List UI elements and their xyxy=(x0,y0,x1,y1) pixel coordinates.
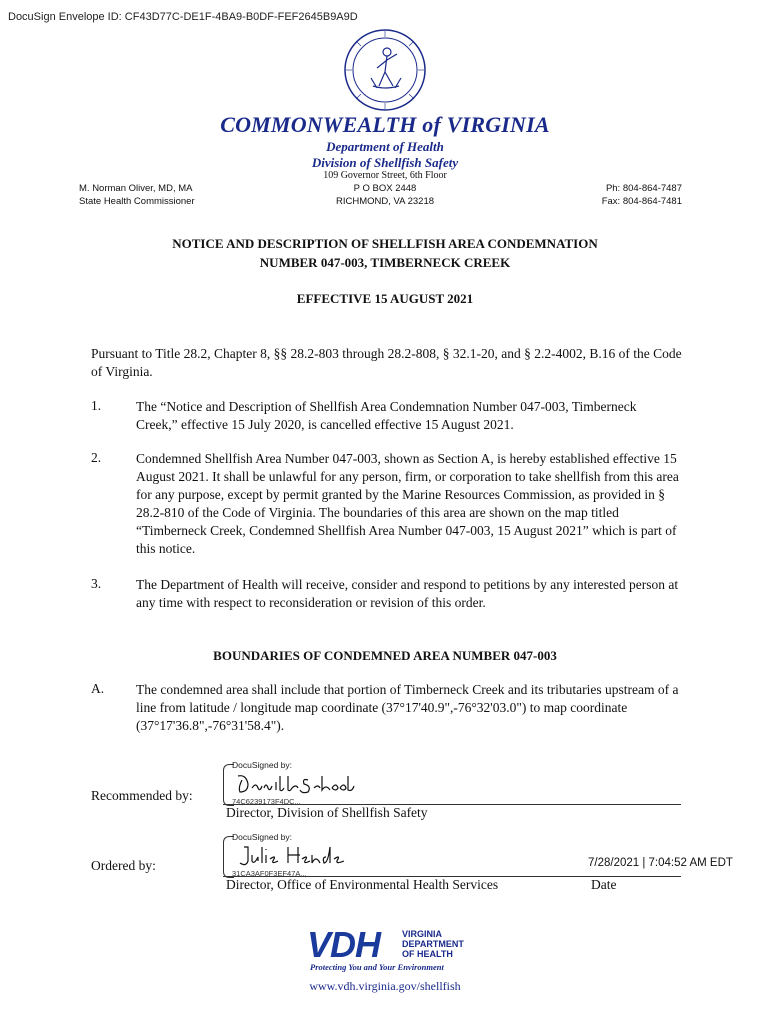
signing-timestamp: 7/28/2021 | 7:04:52 AM EDT xyxy=(588,857,733,869)
notice-title-line2: NUMBER 047-003, TIMBERNECK CREEK xyxy=(259,255,511,270)
effective-date-heading: EFFECTIVE 15 AUGUST 2021 xyxy=(296,291,474,306)
vdh-logo-text: OF HEALTH xyxy=(402,949,453,959)
handwritten-signature-recommended xyxy=(236,770,356,798)
fax-number: Fax: 804-864-7481 xyxy=(601,196,682,207)
signature-id: 74C6239173F4DC... xyxy=(232,797,301,806)
vdh-logo-text: DEPARTMENT xyxy=(402,939,464,949)
ordered-by-role: Director, Office of Environmental Health Services xyxy=(226,877,499,892)
vdh-logo-text: VIRGINIA xyxy=(402,929,443,939)
address-po-box: P O BOX 2448 xyxy=(353,183,417,194)
notice-title-line1: NOTICE AND DESCRIPTION OF SHELLFISH AREA CONDEMNATION xyxy=(172,236,598,251)
item-number: 1. xyxy=(91,398,102,413)
letterhead-division: Division of Shellfish Safety xyxy=(311,155,459,170)
vdh-tagline: Protecting You and Your Environment xyxy=(310,962,444,972)
item-text: The “Notice and Description of Shellfish Area Condemnation Number 047-003, Timberneck Creek,” effective 15 July 2020, is cancelled effective 15 August 2021. xyxy=(136,399,637,432)
commissioner-title: State Health Commissioner xyxy=(79,196,195,207)
vdh-logo-letters: VDH xyxy=(307,924,381,965)
signature-id: 31CA3AF0F3EF47A... xyxy=(232,869,307,878)
ordered-by-label: Ordered by: xyxy=(91,858,156,873)
address-street: 109 Governor Street, 6th Floor xyxy=(323,170,447,181)
commissioner-name: M. Norman Oliver, MD, MA xyxy=(79,183,193,194)
section-a-text: The condemned area shall include that portion of Timberneck Creek and its tributaries upstream of a line from latitude / longitude map coordinate (37°17'40.9",-76°32'03.0") to map coordinate (37°17'36.8",-76°31'58.4"). xyxy=(136,682,679,733)
address-city: RICHMOND, VA 23218 xyxy=(335,196,435,207)
handwritten-signature-ordered xyxy=(236,843,346,869)
docusigned-by-label: DocuSigned by: xyxy=(232,832,293,842)
docusign-envelope-id: DocuSign Envelope ID: CF43D77C-DE1F-4BA9-B0DF-FEF2645B9A9D xyxy=(8,11,358,23)
boundaries-heading: BOUNDARIES OF CONDEMNED AREA NUMBER 047-003 xyxy=(213,648,557,663)
section-letter: A. xyxy=(91,681,105,696)
item-text: The Department of Health will receive, consider and respond to petitions by any interested person at any time with respect to reconsideration or revision of this order. xyxy=(136,577,679,610)
docusigned-by-label: DocuSigned by: xyxy=(232,760,293,770)
virginia-state-seal xyxy=(343,28,427,112)
letterhead-org-title: COMMONWEALTH of VIRGINIA xyxy=(220,112,550,137)
letterhead-department: Department of Health xyxy=(326,139,444,154)
recommended-by-label: Recommended by: xyxy=(91,788,193,803)
item-number: 2. xyxy=(91,450,102,465)
footer-url: www.vdh.virginia.gov/shellfish xyxy=(309,979,461,993)
item-text: Condemned Shellfish Area Number 047-003, shown as Section A, is hereby established effective 15 August 2021. It shall be unlawful for any person, firm, or corporation to take shellfish from this area for any purpose, except by permit granted by the Marine Resources Commission, as provided in § 28.2-810 of the Code of Virginia. The boundaries of this area are shown on the map titled “Timberneck Creek, Condemned Shellfish Area Number 047-003, 15 August 2021” which is part of this notice. xyxy=(136,451,679,556)
item-number: 3. xyxy=(91,576,102,591)
date-label: Date xyxy=(591,877,617,892)
preamble-paragraph: Pursuant to Title 28.2, Chapter 8, §§ 28.2-803 through 28.2-808, § 32.1-20, and § 2.2-4002, B.16 of the Code of Virginia. xyxy=(91,346,682,379)
phone-number: Ph: 804-864-7487 xyxy=(605,183,682,194)
recommended-by-role: Director, Division of Shellfish Safety xyxy=(226,805,428,820)
